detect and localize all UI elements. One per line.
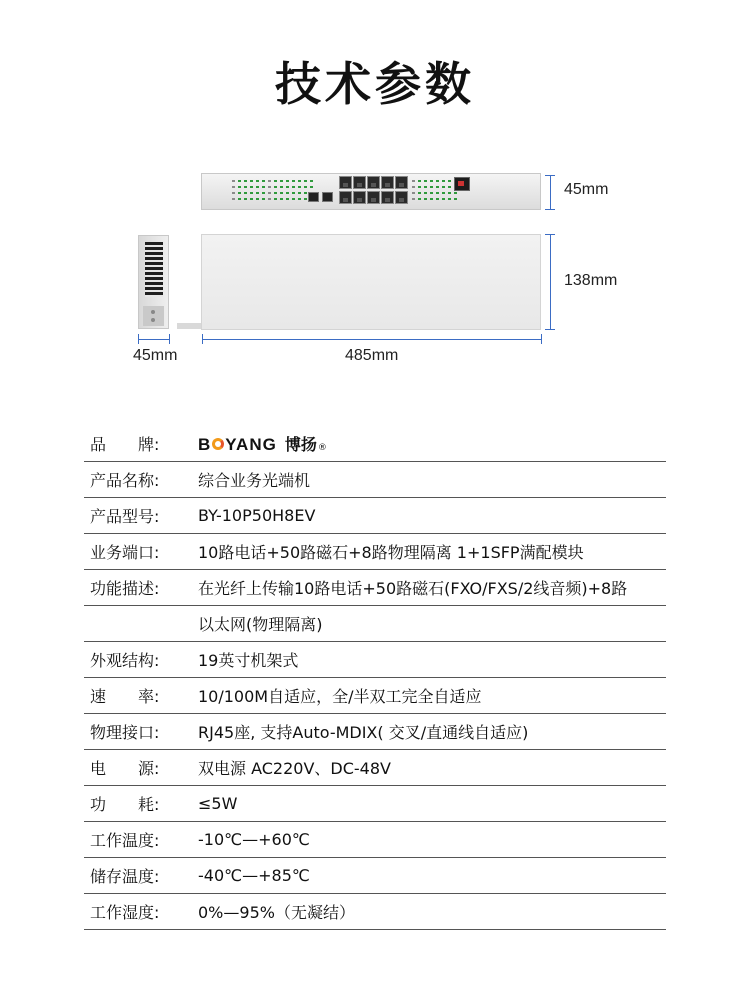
spec-label: 电 源: xyxy=(90,759,160,778)
led-indicator-icon xyxy=(454,192,457,194)
led-indicator-icon xyxy=(298,198,301,200)
led-indicator-icon xyxy=(430,198,433,200)
led-indicator-icon xyxy=(244,198,247,200)
led-indicator-icon xyxy=(448,180,451,182)
spec-value: 在光纤上传输10路电话+50路磁石(FXO/FXS/2线音频)+8路 xyxy=(198,579,628,598)
led-indicator-icon xyxy=(262,198,265,200)
led-indicator-icon xyxy=(436,186,439,188)
spec-value: 10/100M自适应，全/半双工完全自适应 xyxy=(198,687,482,706)
led-indicator-icon xyxy=(412,192,415,194)
dimension-label-front-height: 45mm xyxy=(564,181,609,198)
spec-value: 综合业务光端机 xyxy=(198,471,311,490)
led-indicator-icon xyxy=(262,186,265,188)
dimension-line-side-width xyxy=(138,339,169,340)
page-title: 技术参数 xyxy=(275,57,475,111)
led-indicator-icon xyxy=(274,180,277,182)
led-indicator-icon xyxy=(232,192,235,194)
led-indicator-icon xyxy=(412,198,415,200)
spec-value: 0%—95%（无凝结） xyxy=(198,903,355,922)
brand-cn: 博扬 xyxy=(284,435,317,454)
led-indicator-icon xyxy=(292,186,295,188)
led-indicator-icon xyxy=(274,198,277,200)
dimension-tick xyxy=(169,334,170,344)
spec-value: ≤5W xyxy=(198,794,238,813)
led-indicator-icon xyxy=(436,198,439,200)
led-indicator-icon xyxy=(292,192,295,194)
spec-row xyxy=(84,498,666,534)
led-indicator-icon xyxy=(244,180,247,182)
dimension-tick xyxy=(545,329,555,330)
led-indicator-icon xyxy=(232,198,235,200)
brand-en-suffix: YANG xyxy=(225,435,277,454)
spec-value: 19英寸机架式 xyxy=(198,651,299,670)
led-indicator-icon xyxy=(304,192,307,194)
led-indicator-icon xyxy=(304,180,307,182)
led-indicator-icon xyxy=(304,186,307,188)
led-indicator-icon xyxy=(250,192,253,194)
dimension-line-front-height xyxy=(550,175,551,209)
led-indicator-bank-right xyxy=(412,180,458,206)
led-indicator-icon xyxy=(250,186,253,188)
rj45-port xyxy=(395,176,408,189)
led-indicator-icon xyxy=(436,180,439,182)
spec-label: 储存温度: xyxy=(90,867,160,886)
vent-grille xyxy=(145,242,163,297)
led-indicator-icon xyxy=(298,180,301,182)
spec-label: 物理接口: xyxy=(90,723,160,742)
spec-row-brand xyxy=(84,426,666,462)
led-indicator-icon xyxy=(310,180,313,182)
led-indicator-icon xyxy=(292,198,295,200)
dimension-line-width xyxy=(202,339,542,340)
led-indicator-icon xyxy=(232,186,235,188)
spec-row xyxy=(84,750,666,786)
led-indicator-icon xyxy=(262,180,265,182)
spec-value: -10℃—+60℃ xyxy=(198,830,310,849)
led-indicator-icon xyxy=(244,186,247,188)
spec-label: 速 率: xyxy=(90,687,160,706)
led-indicator-icon xyxy=(268,180,271,182)
rack-ear-top xyxy=(177,323,201,329)
led-indicator-icon xyxy=(424,198,427,200)
led-indicator-icon xyxy=(244,192,247,194)
dimension-tick xyxy=(545,209,555,210)
led-indicator-icon xyxy=(250,180,253,182)
led-indicator-icon xyxy=(238,186,241,188)
spec-label: 产品型号: xyxy=(90,507,160,526)
led-indicator-icon xyxy=(442,198,445,200)
led-indicator-icon xyxy=(286,192,289,194)
spec-row xyxy=(84,642,666,678)
spec-row xyxy=(84,894,666,930)
led-indicator-icon xyxy=(268,186,271,188)
spec-label: 功能描述: xyxy=(90,579,160,598)
led-indicator-icon xyxy=(298,186,301,188)
led-indicator-icon xyxy=(310,186,313,188)
spec-value: -40℃—+85℃ xyxy=(198,866,310,885)
spec-label: 工作温度: xyxy=(90,831,160,850)
sfp-port-1 xyxy=(308,192,319,202)
spec-row xyxy=(84,678,666,714)
spec-row xyxy=(84,534,666,570)
led-indicator-icon xyxy=(286,186,289,188)
rj45-port xyxy=(381,191,394,204)
led-indicator-icon xyxy=(430,180,433,182)
led-indicator-icon xyxy=(268,192,271,194)
dimension-label-width: 485mm xyxy=(345,347,399,364)
rj45-port xyxy=(353,191,366,204)
led-indicator-icon xyxy=(418,180,421,182)
registered-mark: ® xyxy=(317,443,327,453)
spec-value: 以太网(物理隔离) xyxy=(198,615,323,634)
led-indicator-icon xyxy=(238,198,241,200)
dimension-label-depth: 138mm xyxy=(564,272,618,289)
led-indicator-icon xyxy=(280,180,283,182)
spec-row xyxy=(84,462,666,498)
spec-row xyxy=(84,714,666,750)
led-indicator-icon xyxy=(256,192,259,194)
led-indicator-icon xyxy=(274,186,277,188)
led-indicator-icon xyxy=(430,186,433,188)
spec-value: RJ45座, 支持Auto-MDIX( 交叉/直通线自适应) xyxy=(198,723,529,742)
led-indicator-icon xyxy=(424,192,427,194)
led-indicator-icon xyxy=(238,192,241,194)
led-indicator-icon xyxy=(256,186,259,188)
led-indicator-icon xyxy=(448,192,451,194)
spec-label: 功 耗: xyxy=(90,795,160,814)
rj45-port-group xyxy=(339,176,411,208)
spec-value-brand xyxy=(196,432,666,455)
rj45-port xyxy=(353,176,366,189)
device-side-view xyxy=(138,235,169,329)
led-indicator-icon xyxy=(448,186,451,188)
device-front-panel xyxy=(201,173,541,210)
led-indicator-icon xyxy=(256,180,259,182)
rack-ear xyxy=(143,306,164,326)
spec-label: 外观结构: xyxy=(90,651,160,670)
spec-row xyxy=(84,822,666,858)
led-indicator-icon xyxy=(280,192,283,194)
led-indicator-icon xyxy=(298,192,301,194)
dimension-tick xyxy=(541,334,542,344)
led-indicator-icon xyxy=(292,180,295,182)
led-indicator-icon xyxy=(304,198,307,200)
led-indicator-icon xyxy=(454,198,457,200)
sfp-port-2 xyxy=(322,192,333,202)
led-indicator-icon xyxy=(280,186,283,188)
led-indicator-icon xyxy=(448,198,451,200)
led-indicator-icon xyxy=(442,186,445,188)
spec-label: 业务端口: xyxy=(90,543,160,562)
spec-row xyxy=(84,570,666,606)
brand-en-prefix: B xyxy=(198,435,212,454)
led-indicator-icon xyxy=(280,198,283,200)
led-indicator-icon xyxy=(436,192,439,194)
led-indicator-icon xyxy=(412,180,415,182)
led-indicator-icon xyxy=(238,180,241,182)
led-indicator-icon xyxy=(274,192,277,194)
led-indicator-icon xyxy=(412,186,415,188)
spec-row-continuation xyxy=(84,606,666,642)
spec-value: BY-10P50H8EV xyxy=(198,506,316,525)
rj45-port xyxy=(367,176,380,189)
power-switch-icon xyxy=(454,177,470,191)
led-indicator-icon xyxy=(418,186,421,188)
dimension-label-side-width: 45mm xyxy=(133,347,178,364)
rj45-port xyxy=(367,191,380,204)
spec-value: 双电源 AC220V、DC-48V xyxy=(198,759,391,778)
brand-logo-icon xyxy=(212,438,224,450)
spec-row xyxy=(84,858,666,894)
rj45-port xyxy=(339,191,352,204)
led-indicator-icon xyxy=(442,192,445,194)
spec-table xyxy=(84,426,666,930)
led-indicator-icon xyxy=(268,198,271,200)
led-indicator-icon xyxy=(442,180,445,182)
spec-label: 工作湿度: xyxy=(90,903,160,922)
led-indicator-icon xyxy=(418,198,421,200)
rj45-port xyxy=(339,176,352,189)
led-indicator-icon xyxy=(262,192,265,194)
spec-value: 10路电话+50路磁石+8路物理隔离 1+1SFP满配模块 xyxy=(198,543,584,562)
brand-logo xyxy=(198,432,666,455)
led-indicator-icon xyxy=(418,192,421,194)
spec-label: 品 牌: xyxy=(90,435,160,454)
rj45-port xyxy=(381,176,394,189)
led-indicator-icon xyxy=(250,198,253,200)
led-indicator-icon xyxy=(232,180,235,182)
led-indicator-icon xyxy=(424,180,427,182)
led-indicator-icon xyxy=(424,186,427,188)
spec-row xyxy=(84,786,666,822)
dimension-line-depth xyxy=(550,234,551,329)
led-indicator-icon xyxy=(430,192,433,194)
led-indicator-icon xyxy=(286,198,289,200)
led-indicator-icon xyxy=(286,180,289,182)
device-top-view xyxy=(201,234,541,330)
spec-label: 产品名称: xyxy=(90,471,160,490)
rj45-port xyxy=(395,191,408,204)
led-indicator-icon xyxy=(256,198,259,200)
